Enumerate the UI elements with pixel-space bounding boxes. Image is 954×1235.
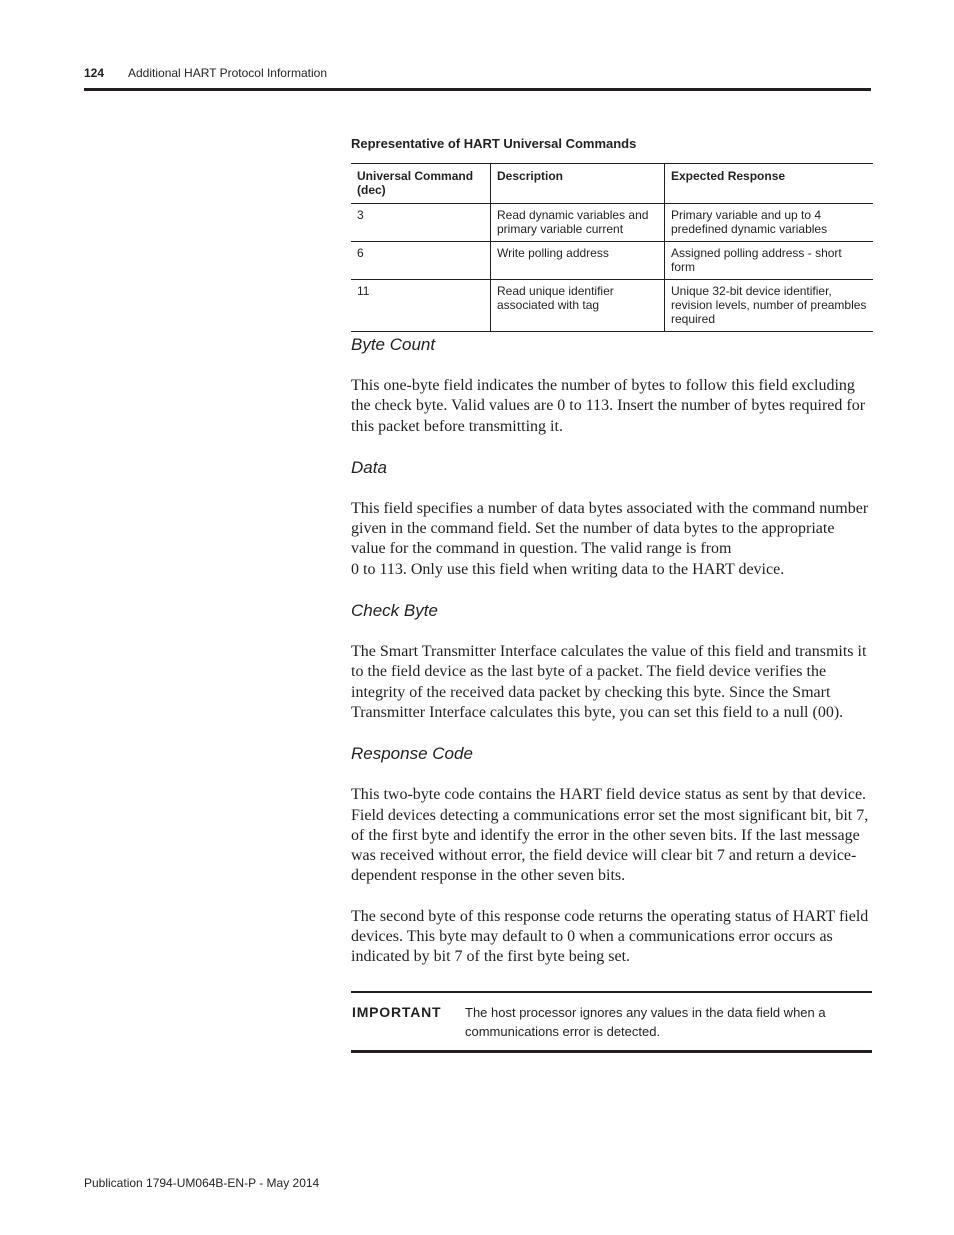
heading-data: Data [351, 457, 387, 477]
paragraph-byte-count: This one-byte field indicates the number of bytes to follow this field excluding the check byte. Valid values are 0 to 113. Insert the number of bytes required for this packet before transmitting it. [351, 377, 866, 435]
table-caption: Representative of HART Universal Commands [351, 136, 637, 151]
cell-response: Primary variable and up to 4 predefined dynamic variables [665, 204, 874, 242]
running-header-title: Additional HART Protocol Information [128, 66, 327, 80]
paragraph-data-line-b: 0 to 113. Only use this field when writing data to the HART device. [351, 560, 785, 578]
paragraph-response-code-2: The second byte of this response code returns the operating status of HART field devices. This byte may default to 0 when a communications error occurs as indicated by bit 7 of the first byte being set. [351, 907, 869, 966]
cell-response: Unique 32-bit device identifier, revision levels, number of preambles required [665, 280, 874, 332]
heading-response-code: Response Code [351, 744, 473, 764]
column-header-description: Description [491, 164, 665, 204]
paragraph-response-code-1: This two-byte code contains the HART field device status as sent by that device. Field devices detecting a communications error set the most significant bit, bit 7, of the first byte and identify the error in the other seven bits. If the last message was received without error, the field device will clear bit 7 and return a device-dependent response in the other seven bits. [351, 786, 869, 885]
paragraph-check-byte: The Smart Transmitter Interface calculates the value of this field and transmits it to the field device as the last byte of a packet. The field device verifies the integrity of the received data packet by checking this byte. Since the Smart Transmitter Interface calculates this byte, you can set this field to a null (00). [351, 643, 867, 721]
important-label: IMPORTANT [352, 1004, 442, 1020]
table-header-row [351, 164, 873, 204]
page-number: 124 [84, 66, 105, 80]
table-row [351, 280, 873, 332]
column-header-response: Expected Response [665, 164, 874, 204]
header-rule [84, 88, 871, 91]
table-row [351, 204, 873, 242]
cell-command: 11 [357, 284, 370, 298]
paragraph-data [351, 499, 873, 580]
cell-description: Read unique identifier associated with tag [491, 280, 665, 332]
cell-description: Read dynamic variables and primary variable current [491, 204, 665, 242]
heading-byte-count: Byte Count [351, 335, 436, 354]
cell-command: 3 [357, 208, 364, 222]
paragraph-data-line-a: This field specifies a number of data bytes associated with the command number given in the command field. Set the number of data bytes to the appropriate value for the command in question. The valid range is from [351, 499, 869, 558]
table-row [351, 242, 873, 280]
cell-response: Assigned polling address - short form [665, 242, 874, 280]
universal-commands-table [351, 163, 873, 332]
important-bottom-rule [351, 1050, 872, 1053]
important-top-rule [351, 991, 872, 993]
heading-check-byte: Check Byte [351, 601, 438, 621]
body-content [351, 334, 873, 988]
cell-description: Write polling address [491, 242, 665, 280]
important-text: The host processor ignores any values in the data field when a communications error is detected. [465, 1005, 826, 1039]
cell-command: 6 [357, 246, 364, 260]
publication-footer: Publication 1794-UM064B-EN-P - May 2014 [84, 1176, 320, 1190]
column-header-command: Universal Command (dec) [357, 169, 474, 197]
